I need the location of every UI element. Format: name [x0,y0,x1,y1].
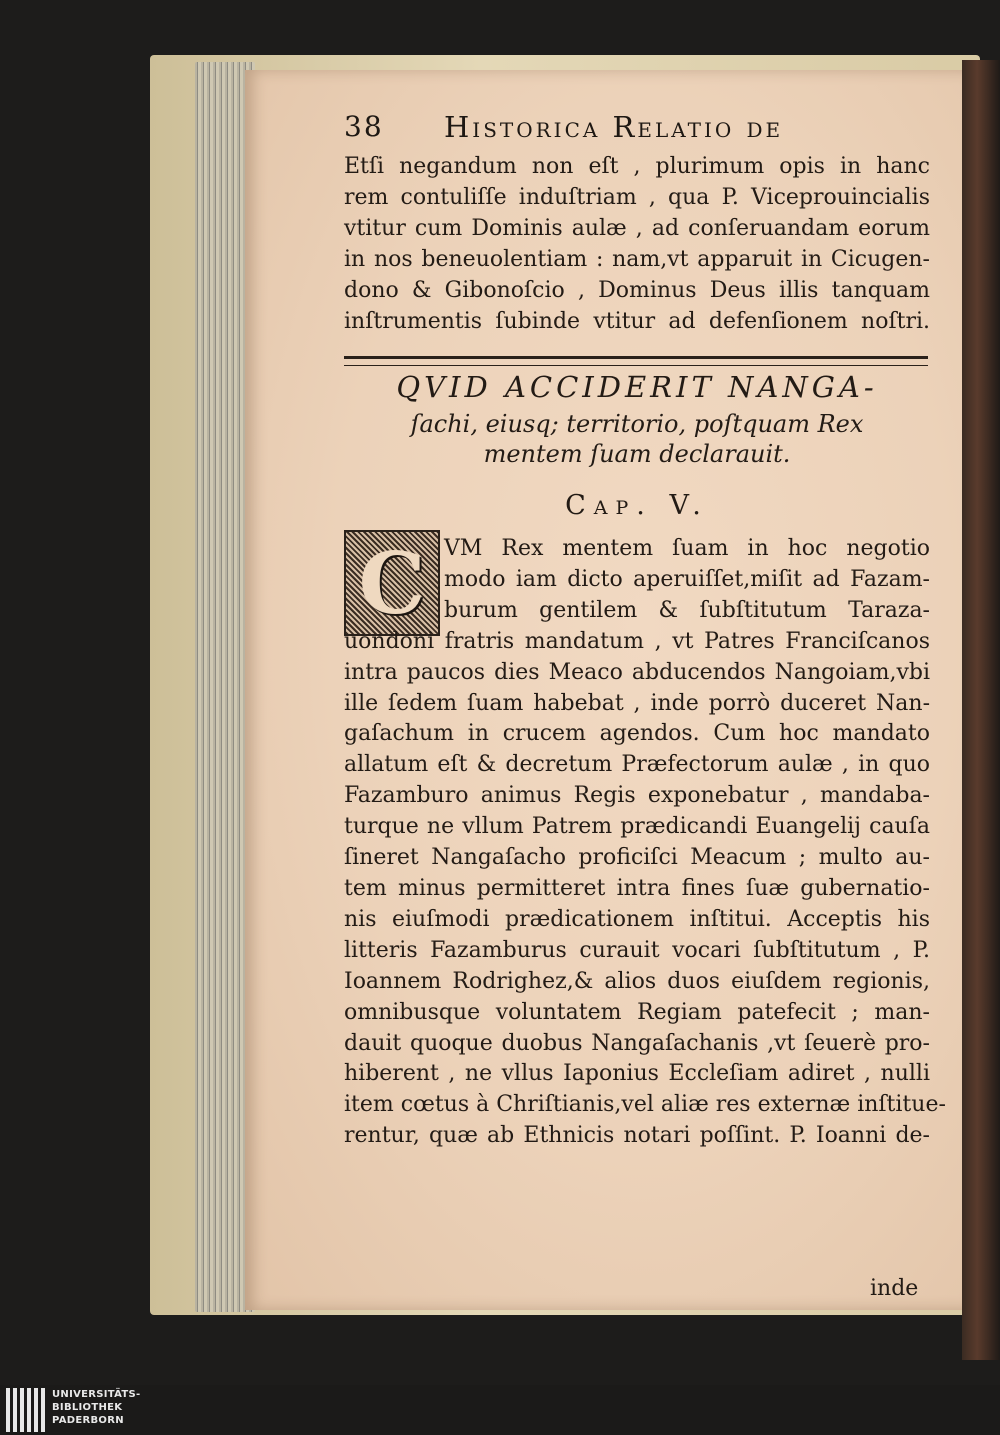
text-line: ille ſedem ſuam habebat , inde porrò duceret Nan- [344,690,930,716]
text-line: litteris Fazamburus curauit vocari ſubſtitutum , P. [344,937,930,963]
text-line: Etſi negandum non eſt , plurimum opis in hanc [344,154,930,179]
text-line: omnibusque voluntatem Regiam patefecit ; man- [344,999,930,1025]
text-line: intra paucos dies Meaco abducendos Nangoiam,vbi [344,659,930,685]
page-number: 38 [344,110,384,143]
text-line: vtitur cum Dominis aulæ , ad conſeruandam eorum [344,215,930,241]
chapter-heading-line2: ſachi, eiusq; territorio, poſtquam Rex [410,410,864,438]
text-line: burum gentilem & ſubſtitutum Taraza- [444,597,930,623]
chapter-heading-line3: mentem ſuam declarauit. [483,440,791,468]
library-name-line: UNIVERSITÄTS- [52,1389,141,1400]
text-line: hiberent , ne vllus Iaponius Eccleſiam adiret , nulli [344,1061,930,1087]
text-line: dauit quoque duobus Nangaſachanis ,vt ſeuerè pro- [344,1030,930,1056]
library-name-line: BIBLIOTHEK [52,1402,123,1413]
running-head [344,108,930,148]
text-line: modo iam dicto aperuiſſet,miſit ad Fazam- [444,566,930,592]
text-line: in nos beneuolentiam : nam,vt apparuit in Cicugen- [344,246,930,272]
library-logo-icon [6,1388,46,1432]
chapter-heading-line1: QVID ACCIDERIT NANGA- [396,370,878,404]
section-divider [344,356,928,366]
facing-page-edge [962,60,1000,1360]
text-line: rem contuliſſe induſtriam , qua P. Viceprouincialis [344,184,930,210]
chapter-label: Cap. V. [565,490,709,521]
running-title: Historica Relatio de [444,110,784,144]
text-line: uondoni fratris mandatum , vt Patres Franciſcanos [344,628,930,654]
text-line: allatum eſt & decretum Præfectorum aulæ , in quo [344,752,930,778]
text-line: VM Rex mentem ſuam in hoc negotio [444,536,930,561]
library-footer [0,1385,1000,1435]
text-line: Ioannem Rodrighez,& alios duos eiuſdem regionis, [344,968,930,994]
chapter-body [344,534,946,1152]
initial-letter: C [358,533,426,633]
text-line: nis eiuſmodi prædicationem inſtitui. Acceptis his [344,906,930,932]
catchword: inde [870,1276,919,1301]
text-line: rentur, quæ ab Ethnicis notari poſſint. P. Ioanni de- [344,1123,930,1149]
intro-paragraph [344,152,930,337]
text-line: item cœtus à Chriſtianis,vel aliæ res externæ inſtitue- [344,1092,946,1118]
text-line: tem minus permitteret intra fines ſuæ gubernatio- [344,875,930,901]
text-line: gaſachum in crucem agendos. Cum hoc mandato [344,721,930,747]
text-line: turque ne vllum Patrem prædicandi Euangelij cauſa [344,814,930,840]
text-line: inſtrumentis ſubinde vtitur ad defenſionem noſtri. [344,308,930,334]
text-line: dono & Gibonoſcio , Dominus Deus illis tanquam [344,277,930,303]
text-line: Fazamburo animus Regis exponebatur , mandaba- [344,783,930,809]
text-line: ſineret Nangaſacho proficiſci Meacum ; multo au- [344,845,930,871]
library-name-line: PADERBORN [52,1415,124,1426]
library-name [52,1388,141,1427]
